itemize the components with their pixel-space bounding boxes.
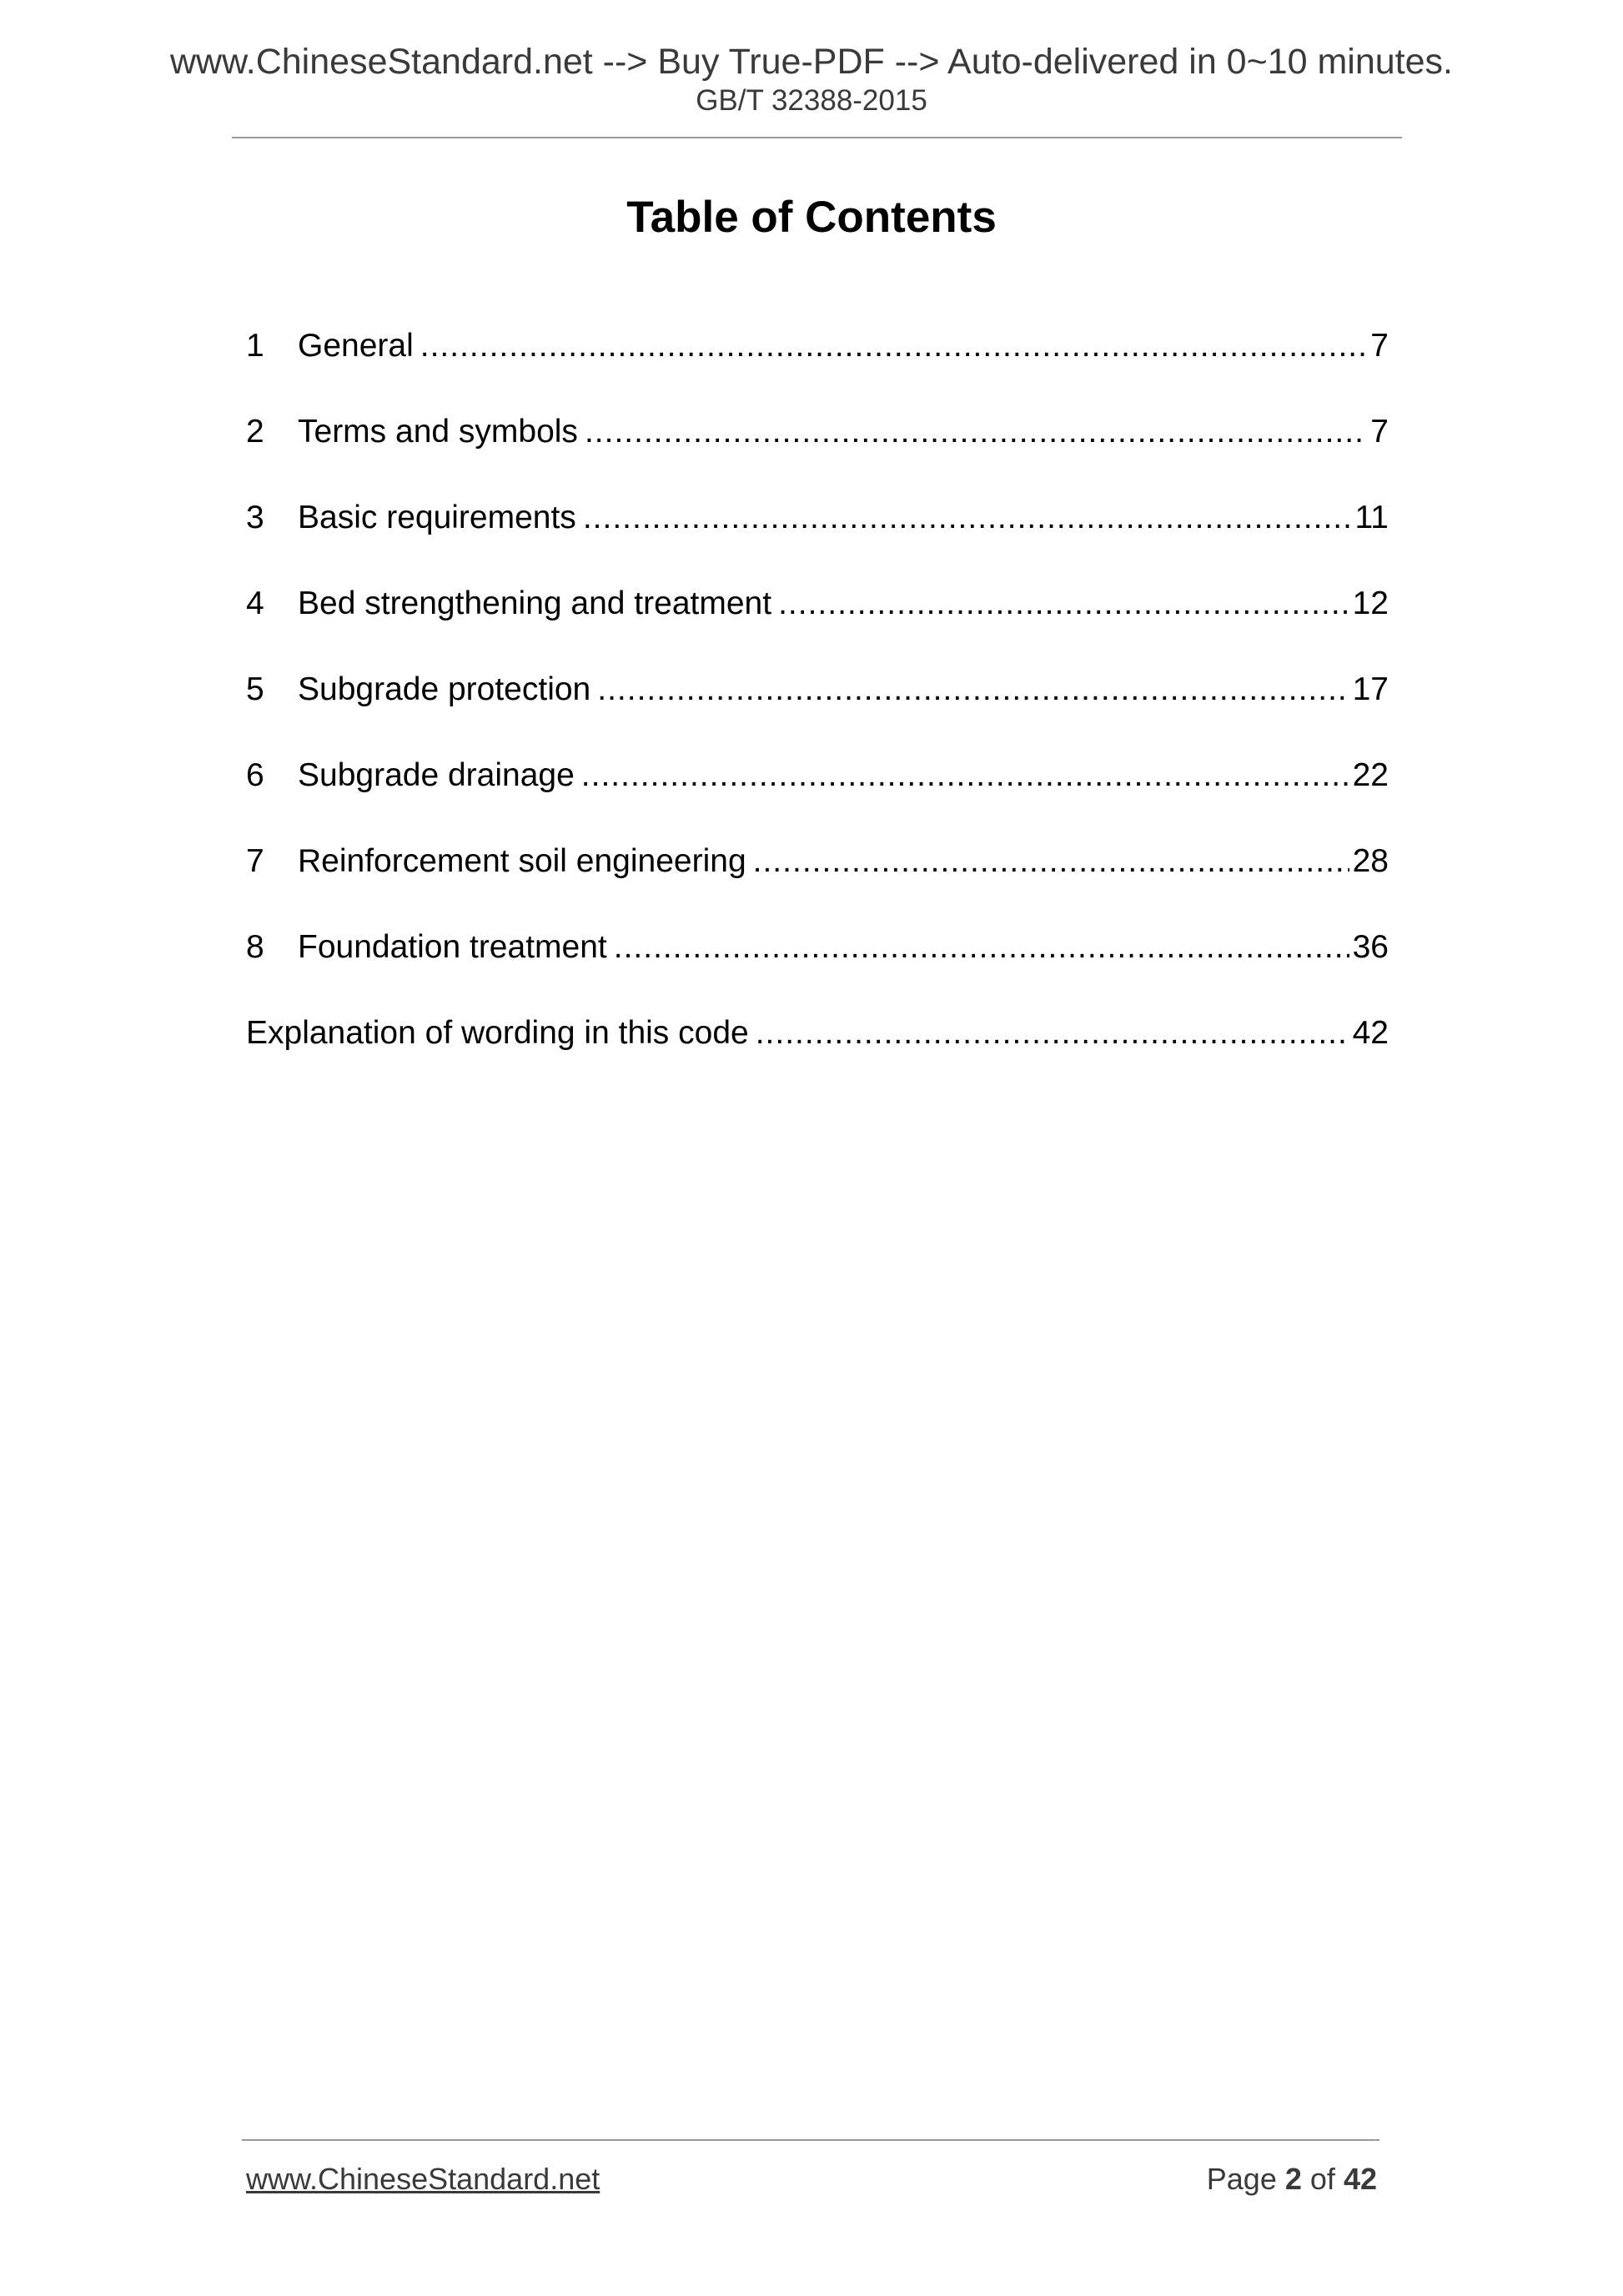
toc-dot-leader [583, 493, 1352, 543]
table-of-contents [246, 321, 1389, 1094]
standard-code: GB/T 32388-2015 [696, 84, 927, 117]
page-separator: of [1309, 2162, 1335, 2196]
toc-entry-page: 7 [1370, 328, 1389, 364]
toc-entry-title: Bed strengthening and treatment [298, 585, 772, 621]
toc-dot-leader [756, 1008, 1349, 1058]
toc-entry-number: 2 [246, 414, 264, 450]
page-number [1207, 2158, 1377, 2200]
toc-entry-title: Reinforcement soil engineering [298, 843, 746, 879]
toc-entry-number: 6 [246, 757, 264, 793]
toc-entry-page: 12 [1352, 585, 1389, 621]
page-title: Table of Contents [626, 193, 997, 242]
footer-divider [242, 2139, 1379, 2141]
toc-entry-page: 17 [1352, 671, 1389, 707]
toc-entry-bed-strengthening[interactable] [246, 579, 1389, 665]
toc-entry-page: 22 [1352, 757, 1389, 793]
header-banner: www.ChineseStandard.net --> Buy True-PDF --> Auto-delivered in 0~10 minutes. [169, 42, 1453, 82]
page-header [0, 40, 1623, 118]
toc-entry-number: 4 [246, 585, 264, 621]
toc-entry-page: 36 [1352, 929, 1389, 965]
toc-entry-title: Terms and symbols [298, 414, 578, 450]
toc-entry-page: 42 [1352, 1015, 1389, 1051]
toc-entry-basic-requirements[interactable] [246, 493, 1389, 579]
toc-dot-leader [753, 837, 1349, 887]
toc-dot-leader [581, 751, 1349, 801]
toc-dot-leader [585, 407, 1367, 457]
toc-entry-title: Foundation treatment [298, 929, 607, 965]
page-prefix: Page [1206, 2162, 1277, 2196]
header-divider [232, 137, 1402, 138]
toc-entry-number: 3 [246, 500, 264, 535]
toc-entry-subgrade-drainage[interactable] [246, 751, 1389, 837]
toc-entry-page: 7 [1370, 414, 1389, 450]
toc-entry-page: 28 [1352, 843, 1389, 879]
toc-entry-subgrade-protection[interactable] [246, 665, 1389, 751]
total-pages: 42 [1343, 2162, 1377, 2196]
toc-entry-number: 7 [246, 843, 264, 879]
toc-entry-terms-and-symbols[interactable] [246, 407, 1389, 493]
toc-entry-foundation-treatment[interactable] [246, 922, 1389, 1008]
toc-dot-leader [420, 321, 1368, 371]
current-page: 2 [1284, 2162, 1302, 2196]
toc-entry-number: 1 [246, 328, 264, 364]
toc-entry-reinforcement-soil[interactable] [246, 837, 1389, 922]
toc-dot-leader [614, 922, 1349, 972]
toc-entry-explanation-of-wording[interactable] [246, 1008, 1389, 1094]
toc-entry-title: Subgrade protection [298, 671, 591, 707]
toc-entry-title: Basic requirements [298, 500, 576, 535]
toc-entry-title: General [298, 328, 414, 364]
toc-entry-number: 8 [246, 929, 264, 965]
toc-entry-title: Subgrade drainage [298, 757, 575, 793]
toc-dot-leader [778, 579, 1349, 629]
toc-dot-leader [597, 665, 1349, 715]
toc-entry-general[interactable] [246, 321, 1389, 407]
footer-site-link[interactable]: www.ChineseStandard.net [246, 2162, 600, 2196]
toc-entry-title: Explanation of wording in this code [246, 1015, 749, 1051]
toc-entry-page: 11 [1354, 500, 1389, 535]
toc-entry-number: 5 [246, 671, 264, 707]
